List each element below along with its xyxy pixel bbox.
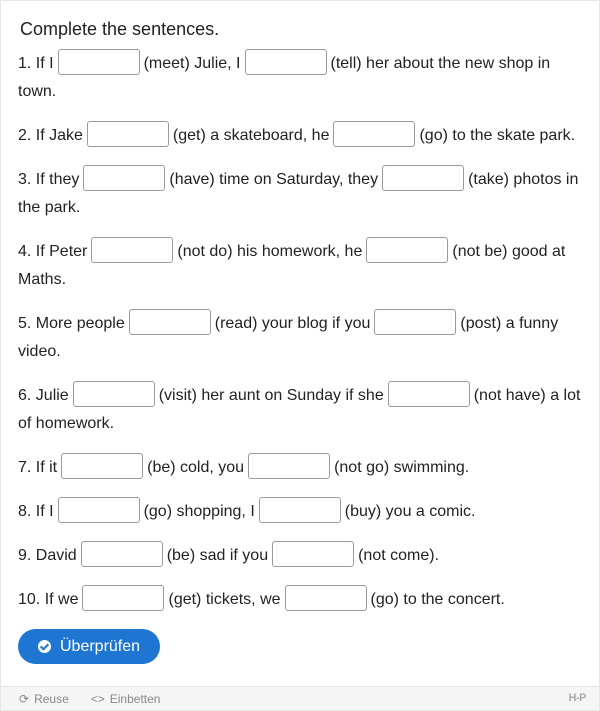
- question-text: 6. Julie: [18, 387, 69, 404]
- question-text: 4. If Peter: [18, 243, 88, 260]
- question-text: (visit) her aunt on Sunday if she: [158, 387, 384, 404]
- question-4: [18, 238, 582, 294]
- question-5: [18, 310, 582, 366]
- question-text: (go) to the skate park.: [419, 127, 576, 144]
- answer-input-6a[interactable]: [73, 381, 155, 407]
- answer-input-1b[interactable]: [245, 49, 327, 75]
- answer-input-7b[interactable]: [248, 453, 330, 479]
- reuse-button[interactable]: [19, 692, 69, 706]
- question-text: (read) your blog if you: [214, 315, 371, 332]
- h5p-logo: H-P: [568, 692, 586, 704]
- question-1: [18, 50, 582, 106]
- question-text: (get) a skateboard, he: [172, 127, 330, 144]
- question-text: (meet) Julie, I: [143, 55, 241, 72]
- question-text: (tell) her about the new shop in town.: [18, 55, 551, 100]
- check-circle-icon: [38, 640, 51, 653]
- answer-input-9b[interactable]: [272, 541, 354, 567]
- footer-bar: [1, 686, 599, 710]
- question-text: (get) tickets, we: [168, 591, 281, 608]
- answer-input-8a[interactable]: [58, 497, 140, 523]
- question-text: 8. If I: [18, 503, 54, 520]
- answer-input-9a[interactable]: [81, 541, 163, 567]
- question-text: (not be) good at Maths.: [18, 243, 566, 288]
- question-text: 9. David: [18, 547, 77, 564]
- question-text: (go) shopping, I: [143, 503, 255, 520]
- code-icon: <>: [90, 691, 105, 706]
- answer-input-4b[interactable]: [366, 237, 448, 263]
- embed-label: Einbetten: [109, 691, 161, 706]
- answer-input-10a[interactable]: [82, 585, 164, 611]
- question-7: [18, 454, 582, 482]
- answer-input-3a[interactable]: [83, 165, 165, 191]
- task-title: Complete the sentences.: [20, 19, 220, 39]
- answer-input-7a[interactable]: [61, 453, 143, 479]
- answer-input-8b[interactable]: [259, 497, 341, 523]
- answer-input-10b[interactable]: [285, 585, 367, 611]
- answer-input-2a[interactable]: [87, 121, 169, 147]
- question-text: (post) a funny video.: [18, 315, 559, 360]
- answer-input-4a[interactable]: [91, 237, 173, 263]
- reuse-label: Reuse: [34, 691, 69, 706]
- answer-input-5a[interactable]: [129, 309, 211, 335]
- check-button[interactable]: [18, 629, 160, 664]
- answer-input-3b[interactable]: [382, 165, 464, 191]
- answer-input-2b[interactable]: [333, 121, 415, 147]
- question-text: (have) time on Saturday, they: [169, 171, 379, 188]
- question-text: (take) photos in the park.: [18, 171, 579, 216]
- content-area: [1, 1, 599, 664]
- question-9: [18, 542, 582, 570]
- question-text: (not do) his homework, he: [177, 243, 363, 260]
- question-text: (not go) swimming.: [334, 459, 470, 476]
- embed-button[interactable]: [91, 692, 161, 706]
- question-text: 1. If I: [18, 55, 54, 72]
- question-text: (not come).: [358, 547, 440, 564]
- answer-input-1a[interactable]: [58, 49, 140, 75]
- check-button-label: Überprüfen: [60, 637, 141, 655]
- answer-input-5b[interactable]: [374, 309, 456, 335]
- question-text: 7. If it: [18, 459, 58, 476]
- question-text: 5. More people: [18, 315, 125, 332]
- answer-input-6b[interactable]: [388, 381, 470, 407]
- question-8: [18, 498, 582, 526]
- question-6: [18, 382, 582, 438]
- question-2: [18, 122, 582, 150]
- question-text: 2. If Jake: [18, 127, 83, 144]
- question-text: (not have) a lot of homework.: [18, 387, 581, 432]
- question-text: (go) to the concert.: [370, 591, 505, 608]
- question-text: (be) sad if you: [166, 547, 269, 564]
- refresh-icon: ⟳: [19, 691, 30, 706]
- question-10: [18, 586, 582, 614]
- question-text: (buy) you a comic.: [344, 503, 476, 520]
- question-list: [18, 50, 582, 614]
- question-3: [18, 166, 582, 222]
- question-text: 10. If we: [18, 591, 79, 608]
- question-text: (be) cold, you: [147, 459, 245, 476]
- question-text: 3. If they: [18, 171, 80, 188]
